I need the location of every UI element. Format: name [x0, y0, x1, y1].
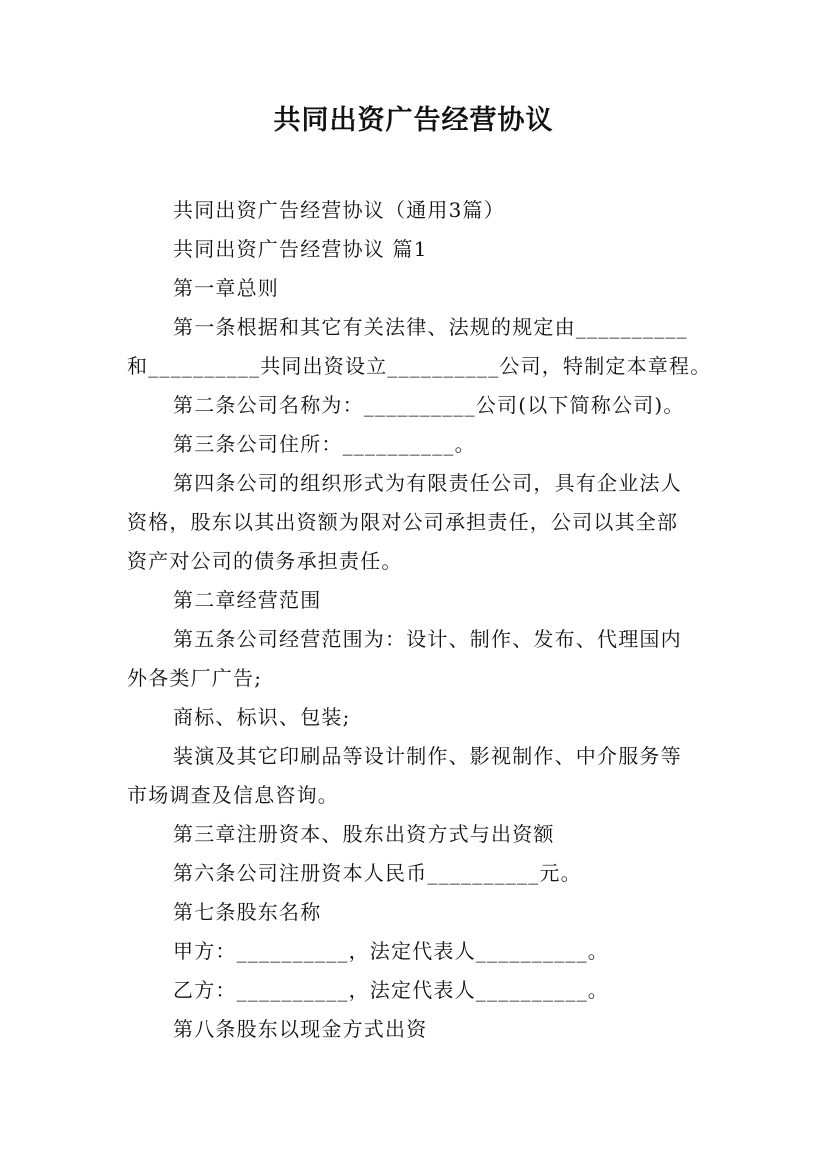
paragraph-line: 装演及其它印刷品等设计制作、影视制作、中介服务等	[173, 744, 682, 768]
document-title: 共同出资广告经营协议	[273, 105, 554, 136]
paragraph-line: 外各类厂广告;	[127, 666, 263, 690]
paragraph-line: 第一条根据和其它有关法律、法规的规定由__________	[173, 315, 688, 339]
paragraph-line: 第二条公司名称为：__________公司(以下简称公司)。	[173, 393, 685, 417]
paragraph-line: 和__________共同出资设立__________公司，特制定本章程。	[127, 354, 712, 378]
chapter-heading: 第一章总则	[173, 276, 279, 300]
paragraph-line: 第三条公司住所：__________。	[173, 432, 476, 456]
paragraph-line: 第六条公司注册资本人民币__________元。	[173, 861, 582, 885]
paragraph-line: 市场调查及信息咨询。	[127, 783, 339, 807]
paragraph-line: 资格，股东以其出资额为限对公司承担责任，公司以其全部	[127, 510, 679, 534]
paragraph-line: 第五条公司经营范围为：设计、制作、发布、代理国内	[173, 627, 682, 651]
paragraph-line: 第八条股东以现金方式出资	[173, 1017, 428, 1041]
paragraph-line: 商标、标识、包装;	[173, 705, 351, 729]
paragraph-line: 第七条股东名称	[173, 900, 322, 924]
chapter-heading: 第三章注册资本、股东出资方式与出资额	[173, 822, 555, 846]
section-heading: 共同出资广告经营协议 篇1	[173, 237, 428, 261]
document-body	[127, 191, 712, 1049]
paragraph-line: 第四条公司的组织形式为有限责任公司，具有企业法人	[173, 471, 682, 495]
paragraph-line: 乙方：__________，法定代表人__________。	[173, 978, 609, 1002]
paragraph-line: 甲方：__________，法定代表人__________。	[173, 939, 609, 963]
paragraph-line: 资产对公司的债务承担责任。	[127, 549, 403, 573]
chapter-heading: 第二章经营范围	[173, 588, 322, 612]
subtitle-line: 共同出资广告经营协议（通用3篇）	[173, 198, 505, 222]
